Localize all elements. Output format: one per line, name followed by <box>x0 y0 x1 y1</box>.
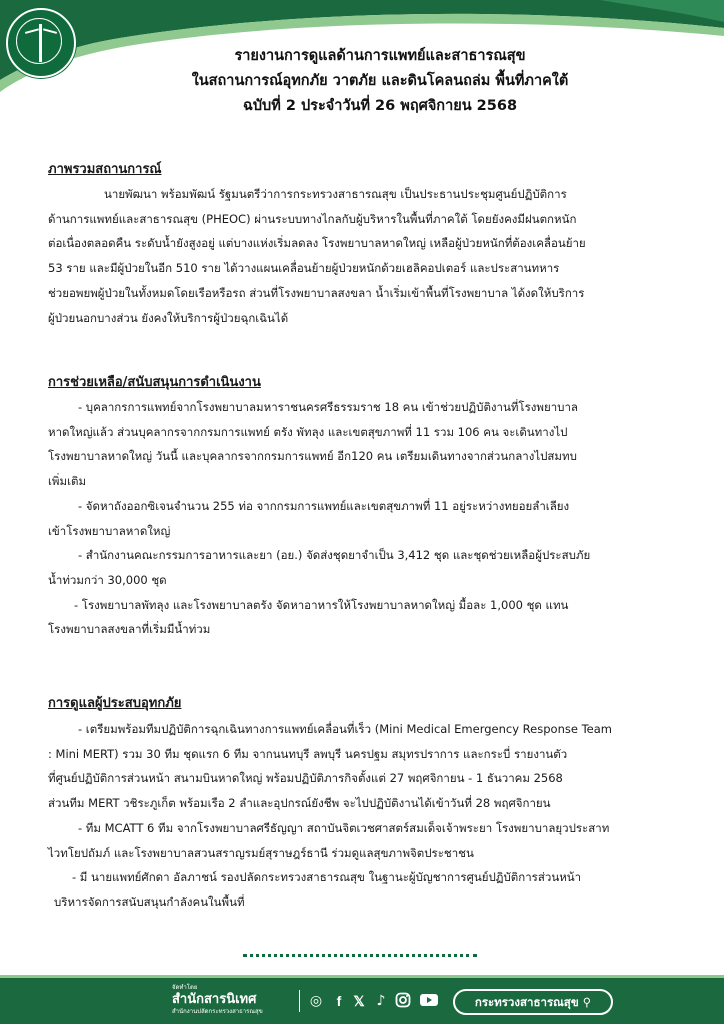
youtube-icon[interactable] <box>419 992 437 1010</box>
facebook-icon[interactable]: f <box>336 993 342 1009</box>
paragraph-line: โรงพยาบาลหาดใหญ่ วันนี้ และบุคลากรจากกรมการแพทย์ อีก120 คน เตรียมเดินทางจากส่วนกลางไปสมทบ <box>48 449 577 464</box>
publisher-name: สำนักสารนิเทศ <box>172 992 257 1007</box>
section-heading-overview: ภาพรวมสถานการณ์ <box>48 162 162 177</box>
support-paragraph <box>48 395 590 642</box>
instagram-icon[interactable] <box>394 992 412 1010</box>
web-icon[interactable]: ◎ <box>309 993 323 1009</box>
paragraph-line: - โรงพยาบาลพัทลุง และโรงพยาบาลตรัง จัดหาอาหารให้โรงพยาบาลหาดใหญ่ มื้อละ 1,000 ชุด แทน <box>74 597 569 612</box>
paragraph-line: 53 ราย และมีผู้ป่วยในอีก 510 ราย ได้วางแผนเคลื่อนย้ายผู้ป่วยหนักด้วยเฮลิคอปเตอร์ และประสานทหาร <box>48 261 560 276</box>
paragraph-line: - จัดหาถังออกซิเจนจำนวน 255 ท่อ จากกรมการแพทย์และเขตสุขภาพที่ 11 อยู่ระหว่างทยอยลำเลียง <box>78 498 570 513</box>
overview-paragraph <box>48 182 586 330</box>
paragraph-line: ต่อเนื่องตลอดคืน ระดับน้ำยังสูงอยู่ แต่บางแห่งเริ่มลดลง โรงพยาบาลหาดใหญ่ เหลือผู้ป่วยหนักที่ต้องเคลื่อนย้าย <box>48 236 586 251</box>
paragraph-line: บริหารจัดการสนับสนุนกำลังคนในพื้นที่ <box>54 894 245 909</box>
paragraph-line: หาดใหญ่แล้ว ส่วนบุคลากรจากกรมการแพทย์ ตรัง พัทลุง และเขตสุขภาพที่ 11 รวม 106 คน จะเดินทางไป <box>48 424 568 439</box>
paragraph-line: - สำนักงานคณะกรรมการอาหารและยา (อย.) จัดส่งชุดยาจำเป็น 3,412 ชุด และชุดช่วยเหลือผู้ประสบภัย <box>78 548 591 563</box>
paragraph-line: - ทีม MCATT 6 ทีม จากโรงพยาบาลศรีธัญญา สถาบันจิตเวชศาสตร์สมเด็จเจ้าพระยา โรงพยาบาลยุวประสาท <box>78 820 610 835</box>
publisher-subname: สำนักงานปลัดกระทรวงสาธารณสุข <box>172 1008 263 1015</box>
paragraph-line: ที่ศูนย์ปฏิบัติการส่วนหน้า สนามบินหาดใหญ่ พร้อมปฏิบัติภารกิจตั้งแต่ 27 พฤศจิกายน - 1 ธันวาคม 2568 <box>48 771 563 786</box>
care-paragraph <box>48 717 612 915</box>
ministry-search-button[interactable] <box>453 989 613 1015</box>
paragraph-line: ผู้ป่วยนอกบางส่วน ยังคงให้บริการผู้ป่วยฉุกเฉินได้ <box>48 310 289 325</box>
dotted-divider <box>243 954 477 957</box>
paragraph-line: เพิ่มเติม <box>48 474 87 489</box>
publisher-by-label: จัดทำโดย <box>172 984 198 991</box>
ministry-logo <box>6 8 76 78</box>
section-heading-care: การดูแลผู้ประสบอุทกภัย <box>48 696 182 711</box>
paragraph-line: - เตรียมพร้อมทีมปฏิบัติการฉุกเฉินทางการแพทย์เคลื่อนที่เร็ว (Mini Medical Emergency Response Team <box>78 722 612 736</box>
report-subtitle: ในสถานการณ์อุทกภัย วาตภัย และดินโคลนถล่ม พื้นที่ภาคใต้ <box>191 73 569 89</box>
report-title-block <box>120 44 640 119</box>
paragraph-line: น้ำท่วมกว่า 30,000 ชุด <box>48 572 167 587</box>
paragraph-line: - บุคลากรการแพทย์จากโรงพยาบาลมหาราชนครศรีธรรมราช 18 คน เข้าช่วยปฏิบัติงานที่โรงพยาบาล <box>78 400 578 414</box>
paragraph-line: ช่วยอพยพผู้ป่วยในทั้งหมดโดยเรือหรือรถ ส่วนที่โรงพยาบาลสงขลา น้ำเริ่มเข้าพื้นที่โรงพยาบาล ได้งดให้บริการ <box>48 285 585 300</box>
footer-divider <box>299 990 300 1012</box>
report-footer <box>0 978 724 1024</box>
x-icon[interactable]: 𝕏 <box>353 993 365 1009</box>
paragraph-line: ด้านการแพทย์และสาธารณสุข (PHEOC) ผ่านระบบทางไกลกับผู้บริหารในพื้นที่ภาคใต้ โดยยังคงมีฝนตกหนัก <box>48 211 577 226</box>
paragraph-line: เข้าโรงพยาบาลหาดใหญ่ <box>48 523 171 538</box>
report-title: รายงานการดูแลด้านการแพทย์และสาธารณสุข <box>234 48 526 64</box>
paragraph-line: นายพัฒนา พร้อมพัฒน์ รัฐมนตรีว่าการกระทรวงสาธารณสุข เป็นประธานประชุมศูนย์ปฏิบัติการ <box>104 187 567 201</box>
paragraph-line: - มี นายแพทย์ศักดา อัลภาชน์ รองปลัดกระทรวงสาธารณสุข ในฐานะผู้บัญชาการศูนย์ปฏิบัติการส่วนหน้า <box>72 870 582 885</box>
search-icon: ⚲ <box>582 995 592 1009</box>
paragraph-line: ไวทโยปถัมภ์ และโรงพยาบาลสวนสราญรมย์สุราษฎร์ธานี ร่วมดูแลสุขภาพจิตประชาชน <box>48 845 474 860</box>
tiktok-icon[interactable]: ♪ <box>376 993 386 1009</box>
report-header <box>0 0 724 150</box>
ministry-label: กระทรวงสาธารณสุข <box>474 995 579 1009</box>
paragraph-line: ส่วนทีม MERT วชิระภูเก็ต พร้อมเรือ 2 ลำและอุปกรณ์ยังชีพ จะไปปฏิบัติงานได้เข้าวันที่ 28 พฤศจิกายน <box>48 796 551 811</box>
report-issue-date: ฉบับที่ 2 ประจำวันที่ 26 พฤศจิกายน 2568 <box>242 98 518 114</box>
section-heading-support: การช่วยเหลือ/สนับสนุนการดำเนินงาน <box>48 375 261 390</box>
paragraph-line: โรงพยาบาลสงขลาที่เริ่มมีน้ำท่วม <box>48 622 211 637</box>
publisher-brand <box>172 984 263 1016</box>
paragraph-line: : Mini MERT) รวม 30 ทีม ชุดแรก 6 ทีม จากนนทบุรี ลพบุรี นครปฐม สมุทรปราการ และกระบี่ รายงานตัว <box>48 746 568 761</box>
